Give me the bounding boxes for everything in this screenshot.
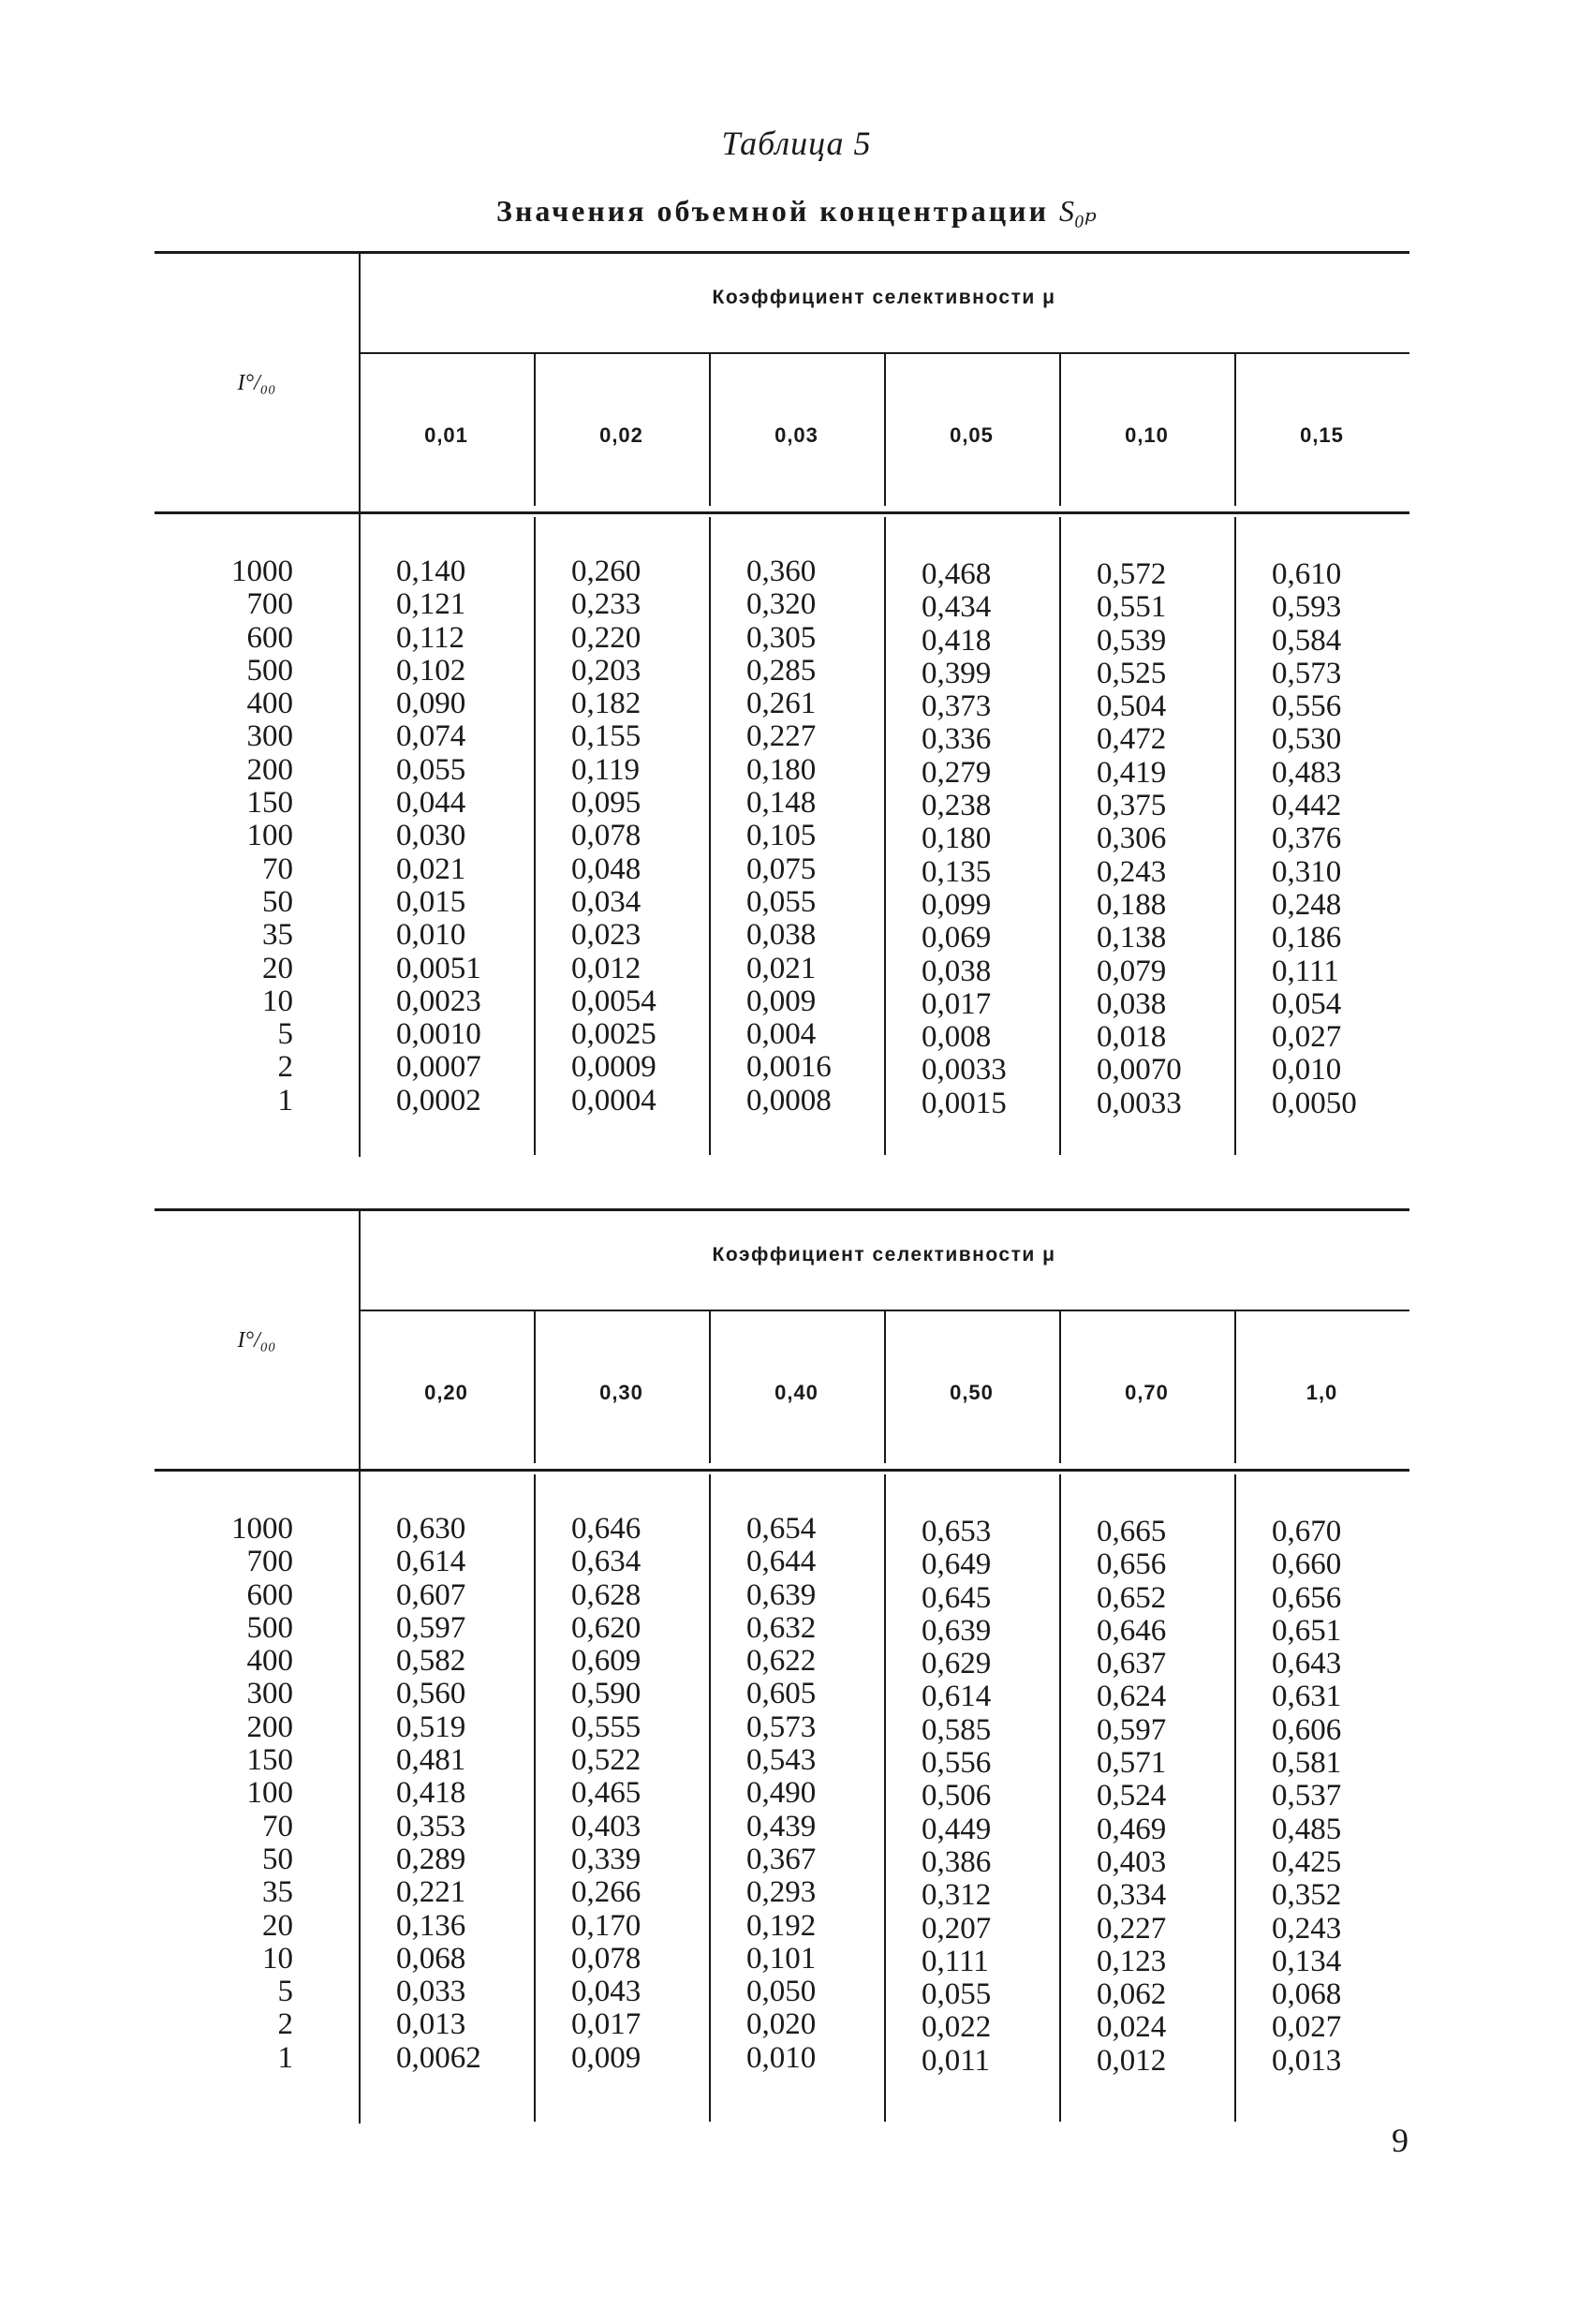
table-cell: 0,504 bbox=[1097, 689, 1167, 724]
table-cell: 0,034 bbox=[571, 884, 642, 919]
column-body-separator bbox=[1059, 1474, 1061, 2122]
table-cell: 0,289 bbox=[396, 1842, 466, 1876]
table-cell: 0,186 bbox=[1272, 921, 1342, 955]
column-body-separator bbox=[534, 1474, 536, 2122]
table-cell: 0,320 bbox=[746, 587, 817, 622]
table-cell: 0,248 bbox=[1272, 887, 1342, 922]
column-header: 0,70 bbox=[1125, 1381, 1169, 1404]
column-body-separator bbox=[709, 1474, 711, 2122]
table-cell: 0,590 bbox=[571, 1677, 642, 1711]
table-cell: 0,352 bbox=[1272, 1878, 1342, 1913]
table-cell: 0,336 bbox=[922, 722, 992, 757]
table-cell: 0,010 bbox=[746, 2040, 817, 2075]
table-cell: 0,010 bbox=[396, 918, 466, 953]
table-cell: 0,506 bbox=[922, 1779, 992, 1813]
table-cell: 0,537 bbox=[1272, 1779, 1342, 1813]
table-cell: 0,102 bbox=[396, 653, 466, 688]
table-cell: 0,593 bbox=[1272, 590, 1342, 625]
table-cell: 0,017 bbox=[922, 986, 992, 1021]
table-cell: 0,442 bbox=[1272, 789, 1342, 823]
row-label: 70 bbox=[262, 1809, 293, 1843]
table-cell: 0,645 bbox=[922, 1580, 992, 1615]
table-number: Таблица 5 bbox=[721, 125, 872, 162]
row-label: 1 bbox=[277, 1083, 293, 1118]
table-cell: 0,654 bbox=[746, 1512, 817, 1546]
table-cell: 0,009 bbox=[571, 2040, 642, 2075]
table-cell: 0,634 bbox=[571, 1545, 642, 1579]
table-cell: 0,021 bbox=[746, 951, 817, 985]
row-header-label: I°/₀₀ bbox=[237, 1328, 276, 1353]
row-label: 200 bbox=[246, 1710, 293, 1744]
table-cell: 0,033 bbox=[396, 1975, 466, 2009]
column-header: 0,40 bbox=[774, 1381, 819, 1404]
table-cell: 0,439 bbox=[746, 1809, 817, 1843]
table-cell: 0,630 bbox=[396, 1512, 466, 1546]
table-cell: 0,055 bbox=[396, 752, 466, 787]
table-cell: 0,425 bbox=[1272, 1844, 1342, 1879]
table-cell: 0,639 bbox=[746, 1577, 817, 1612]
table-cell: 0,121 bbox=[396, 587, 466, 622]
table-cell: 0,078 bbox=[571, 1941, 642, 1976]
table-cell: 0,207 bbox=[922, 1911, 992, 1946]
table-cell: 0,079 bbox=[1097, 954, 1167, 988]
table-cell: 0,610 bbox=[1272, 557, 1342, 591]
table-cell: 0,015 bbox=[396, 884, 466, 919]
table-cell: 0,305 bbox=[746, 620, 817, 655]
table-cell: 0,334 bbox=[1097, 1878, 1167, 1913]
table-cell: 0,556 bbox=[922, 1746, 992, 1781]
table-cell: 0,027 bbox=[1272, 2010, 1342, 2045]
column-header: 0,05 bbox=[950, 423, 994, 447]
row-label: 700 bbox=[246, 587, 293, 622]
table-cell: 0,525 bbox=[1097, 656, 1167, 690]
table-cell: 0,095 bbox=[571, 786, 642, 821]
row-label: 100 bbox=[246, 1776, 293, 1811]
row-label: 400 bbox=[246, 1644, 293, 1679]
table-cell: 0,293 bbox=[746, 1875, 817, 1910]
table-cell: 0,134 bbox=[1272, 1944, 1342, 1978]
column-body-separator bbox=[884, 1474, 886, 2122]
value-column bbox=[1097, 1516, 1231, 2078]
value-column bbox=[922, 1516, 1055, 2078]
table-cell: 0,182 bbox=[571, 687, 642, 721]
value-column bbox=[1272, 558, 1406, 1120]
table-cell: 0,017 bbox=[571, 2007, 642, 2042]
table-cell: 0,138 bbox=[1097, 921, 1167, 955]
table-cell: 0,069 bbox=[922, 921, 992, 955]
table-cell: 0,490 bbox=[746, 1776, 817, 1811]
table-cell: 0,062 bbox=[1097, 1977, 1167, 2012]
table-cell: 0,556 bbox=[1272, 689, 1342, 724]
table-cell: 0,009 bbox=[746, 984, 817, 1018]
row-label: 35 bbox=[262, 918, 293, 953]
table-cell: 0,013 bbox=[1272, 2043, 1342, 2078]
table-cell: 0,054 bbox=[1272, 986, 1342, 1021]
table-cell: 0,004 bbox=[746, 1017, 817, 1052]
table-cell: 0,078 bbox=[571, 819, 642, 853]
table-cell: 0,243 bbox=[1097, 854, 1167, 889]
table-cell: 0,012 bbox=[1097, 2043, 1167, 2078]
selectivity-coefficient-header: Коэффициент селективности μ bbox=[712, 287, 1056, 308]
table-cell: 0,386 bbox=[922, 1844, 992, 1879]
table-cell: 0,038 bbox=[1097, 986, 1167, 1021]
table-cell: 0,519 bbox=[396, 1710, 466, 1744]
table-cell: 0,624 bbox=[1097, 1680, 1167, 1714]
table-cell: 0,560 bbox=[396, 1677, 466, 1711]
table-cell: 0,524 bbox=[1097, 1779, 1167, 1813]
table-cell: 0,140 bbox=[396, 555, 466, 588]
table-cell: 0,0007 bbox=[396, 1050, 481, 1085]
table-cell: 0,013 bbox=[396, 2007, 466, 2042]
table-cell: 0,135 bbox=[922, 854, 992, 889]
table-cell: 0,339 bbox=[571, 1842, 642, 1876]
table-cell: 0,597 bbox=[396, 1610, 466, 1645]
table-cell: 0,261 bbox=[746, 687, 817, 721]
table-cell: 0,018 bbox=[1097, 1020, 1167, 1055]
row-label: 10 bbox=[262, 1941, 293, 1976]
table-cell: 0,614 bbox=[396, 1545, 466, 1579]
table-cell: 0,0009 bbox=[571, 1050, 656, 1085]
table-cell: 0,419 bbox=[1097, 755, 1167, 790]
table-cell: 0,112 bbox=[396, 620, 465, 655]
table-cell: 0,582 bbox=[396, 1644, 466, 1679]
table-cell: 0,551 bbox=[1097, 590, 1167, 625]
table-cell: 0,539 bbox=[1097, 623, 1167, 658]
table-cell: 0,628 bbox=[571, 1577, 642, 1612]
table-cell: 0,180 bbox=[746, 752, 817, 787]
table-cell: 0,0008 bbox=[746, 1083, 832, 1118]
row-label: 70 bbox=[262, 851, 293, 886]
row-label: 500 bbox=[246, 1610, 293, 1645]
table-cell: 0,243 bbox=[1272, 1911, 1342, 1946]
table-cell: 0,203 bbox=[571, 653, 642, 688]
table-cell: 0,649 bbox=[922, 1547, 992, 1582]
table-cell: 0,373 bbox=[922, 689, 992, 724]
table-cell: 0,192 bbox=[746, 1908, 817, 1943]
table-cell: 0,170 bbox=[571, 1908, 642, 1943]
column-header: 0,03 bbox=[774, 423, 819, 447]
table-cell: 0,581 bbox=[1272, 1746, 1342, 1781]
table-cell: 0,646 bbox=[571, 1512, 642, 1546]
table-cell: 0,472 bbox=[1097, 722, 1167, 757]
table-cell: 0,418 bbox=[396, 1776, 466, 1811]
column-body-separator bbox=[884, 517, 886, 1155]
table-top-rule bbox=[155, 251, 1409, 254]
row-label: 600 bbox=[246, 620, 293, 655]
table-cell: 0,653 bbox=[922, 1515, 992, 1548]
table-top-rule bbox=[155, 1208, 1409, 1211]
header-bottom-rule bbox=[155, 1469, 1409, 1472]
table-cell: 0,0002 bbox=[396, 1083, 481, 1118]
row-label: 700 bbox=[246, 1545, 293, 1579]
table-cell: 0,285 bbox=[746, 653, 817, 688]
row-label: 2 bbox=[277, 1050, 293, 1085]
row-header-separator bbox=[359, 253, 361, 1157]
value-column bbox=[571, 555, 705, 1118]
table-cell: 0,260 bbox=[571, 555, 642, 588]
table-cell: 0,643 bbox=[1272, 1647, 1342, 1681]
table-cell: 0,266 bbox=[571, 1875, 642, 1910]
table-cell: 0,0070 bbox=[1097, 1053, 1182, 1088]
table-cell: 0,123 bbox=[1097, 1944, 1167, 1978]
column-header: 0,50 bbox=[950, 1381, 994, 1404]
table-cell: 0,530 bbox=[1272, 722, 1342, 757]
table-cell: 0,573 bbox=[746, 1710, 817, 1744]
table-cell: 0,238 bbox=[922, 789, 992, 823]
table-cell: 0,469 bbox=[1097, 1812, 1167, 1846]
table-cell: 0,020 bbox=[746, 2007, 817, 2042]
table-cell: 0,279 bbox=[922, 755, 992, 790]
table-cell: 0,312 bbox=[922, 1878, 992, 1913]
table-cell: 0,639 bbox=[922, 1613, 992, 1648]
value-column bbox=[1097, 558, 1231, 1120]
row-label: 300 bbox=[246, 1677, 293, 1711]
table-cell: 0,605 bbox=[746, 1677, 817, 1711]
table-cell: 0,660 bbox=[1272, 1547, 1342, 1582]
table-cell: 0,043 bbox=[571, 1975, 642, 2009]
table-cell: 0,012 bbox=[571, 951, 642, 985]
table-cell: 0,055 bbox=[922, 1977, 992, 2012]
table-cell: 0,030 bbox=[396, 819, 466, 853]
table-cell: 0,571 bbox=[1097, 1746, 1167, 1781]
column-body-separator bbox=[1234, 1474, 1236, 2122]
row-label: 20 bbox=[262, 951, 293, 985]
table-cell: 0,119 bbox=[571, 752, 641, 787]
table-cell: 0,376 bbox=[1272, 822, 1342, 856]
table-cell: 0,105 bbox=[746, 819, 817, 853]
table-cell: 0,188 bbox=[1097, 887, 1167, 922]
table-cell: 0,555 bbox=[571, 1710, 642, 1744]
concentration-table-part-1 bbox=[155, 251, 1409, 1155]
table-cell: 0,044 bbox=[396, 786, 466, 821]
table-cell: 0,607 bbox=[396, 1577, 466, 1612]
row-label: 35 bbox=[262, 1875, 293, 1910]
row-label: 500 bbox=[246, 653, 293, 688]
table-cell: 0,606 bbox=[1272, 1712, 1342, 1747]
table-cell: 0,646 bbox=[1097, 1613, 1167, 1648]
table-cell: 0,111 bbox=[922, 1944, 989, 1978]
table-cell: 0,483 bbox=[1272, 755, 1342, 790]
table-cell: 0,048 bbox=[571, 851, 642, 886]
table-cell: 0,485 bbox=[1272, 1812, 1342, 1846]
table-cell: 0,585 bbox=[922, 1712, 992, 1747]
table-cell: 0,0010 bbox=[396, 1017, 481, 1052]
table-cell: 0,403 bbox=[1097, 1844, 1167, 1879]
table-cell: 0,632 bbox=[746, 1610, 817, 1645]
table-cell: 0,434 bbox=[922, 590, 992, 625]
table-cell: 0,637 bbox=[1097, 1647, 1167, 1681]
row-header-label: I°/₀₀ bbox=[237, 371, 276, 395]
table-cell: 0,449 bbox=[922, 1812, 992, 1846]
concentration-table-part-2 bbox=[155, 1208, 1409, 2122]
table-cell: 0,360 bbox=[746, 555, 817, 588]
row-labels bbox=[155, 555, 293, 1118]
table-cell: 0,644 bbox=[746, 1545, 817, 1579]
table-cell: 0,620 bbox=[571, 1610, 642, 1645]
table-cell: 0,055 bbox=[746, 884, 817, 919]
row-label: 2 bbox=[277, 2007, 293, 2042]
table-cell: 0,022 bbox=[922, 2010, 992, 2045]
table-cell: 0,0051 bbox=[396, 951, 481, 985]
column-header: 0,10 bbox=[1125, 423, 1169, 447]
concentration-symbol: S₀ₚ bbox=[1059, 194, 1097, 228]
table-cell: 0,665 bbox=[1097, 1515, 1167, 1548]
value-column bbox=[746, 555, 880, 1118]
table-cell: 0,227 bbox=[746, 719, 817, 754]
table-cell: 0,099 bbox=[922, 887, 992, 922]
column-body-separator bbox=[1234, 517, 1236, 1155]
column-header: 0,01 bbox=[424, 423, 468, 447]
row-label: 150 bbox=[246, 786, 293, 821]
table-cell: 0,090 bbox=[396, 687, 466, 721]
table-cell: 0,631 bbox=[1272, 1680, 1342, 1714]
page-number: 9 bbox=[1392, 2122, 1409, 2159]
table-cell: 0,101 bbox=[746, 1941, 817, 1976]
table-cell: 0,614 bbox=[922, 1680, 992, 1714]
column-header: 0,02 bbox=[599, 423, 643, 447]
table-cell: 0,573 bbox=[1272, 656, 1342, 690]
table-cell: 0,011 bbox=[922, 2043, 991, 2078]
table-cell: 0,306 bbox=[1097, 822, 1167, 856]
row-label: 1000 bbox=[231, 1512, 293, 1546]
table-cell: 0,155 bbox=[571, 719, 642, 754]
table-cell: 0,622 bbox=[746, 1644, 817, 1679]
table-cell: 0,652 bbox=[1097, 1580, 1167, 1615]
table-cell: 0,227 bbox=[1097, 1911, 1167, 1946]
table-cell: 0,353 bbox=[396, 1809, 466, 1843]
column-header: 0,30 bbox=[599, 1381, 643, 1404]
table-cell: 0,024 bbox=[1097, 2010, 1167, 2045]
row-label: 50 bbox=[262, 1842, 293, 1876]
table-cell: 0,0015 bbox=[922, 1086, 1007, 1120]
table-cell: 0,021 bbox=[396, 851, 466, 886]
column-header: 0,20 bbox=[424, 1381, 468, 1404]
table-cell: 0,023 bbox=[571, 918, 642, 953]
column-body-separator bbox=[709, 517, 711, 1155]
value-column bbox=[1272, 1516, 1406, 2078]
column-header: 0,15 bbox=[1300, 423, 1344, 447]
table-cell: 0,0054 bbox=[571, 984, 656, 1018]
row-label: 1000 bbox=[231, 555, 293, 588]
table-cell: 0,584 bbox=[1272, 623, 1342, 658]
row-header-separator bbox=[359, 1210, 361, 2124]
row-label: 300 bbox=[246, 719, 293, 754]
row-label: 5 bbox=[277, 1017, 293, 1052]
row-label: 1 bbox=[277, 2040, 293, 2075]
table-cell: 0,670 bbox=[1272, 1515, 1342, 1548]
table-cell: 0,656 bbox=[1097, 1547, 1167, 1582]
value-column bbox=[922, 558, 1055, 1120]
table-cell: 0,050 bbox=[746, 1975, 817, 2009]
table-cell: 0,0062 bbox=[396, 2040, 481, 2075]
column-body-separator bbox=[1059, 517, 1061, 1155]
row-label: 100 bbox=[246, 819, 293, 853]
table-cell: 0,572 bbox=[1097, 557, 1167, 591]
row-label: 600 bbox=[246, 1577, 293, 1612]
table-cell: 0,0004 bbox=[571, 1083, 656, 1118]
table-cell: 0,008 bbox=[922, 1020, 992, 1055]
table-cell: 0,403 bbox=[571, 1809, 642, 1843]
header-bottom-rule bbox=[155, 511, 1409, 514]
value-column bbox=[746, 1513, 880, 2075]
row-label: 200 bbox=[246, 752, 293, 787]
table-cell: 0,075 bbox=[746, 851, 817, 886]
table-cell: 0,629 bbox=[922, 1647, 992, 1681]
table-cell: 0,468 bbox=[922, 557, 992, 591]
table-cell: 0,074 bbox=[396, 719, 466, 754]
row-label: 50 bbox=[262, 884, 293, 919]
table-cell: 0,465 bbox=[571, 1776, 642, 1811]
table-cell: 0,111 bbox=[1272, 954, 1339, 988]
table-cell: 0,010 bbox=[1272, 1053, 1342, 1088]
table-cell: 0,148 bbox=[746, 786, 817, 821]
table-cell: 0,522 bbox=[571, 1743, 642, 1778]
table-cell: 0,233 bbox=[571, 587, 642, 622]
row-labels bbox=[155, 1513, 293, 2075]
value-column bbox=[571, 1513, 705, 2075]
value-column bbox=[396, 1513, 530, 2075]
table-cell: 0,399 bbox=[922, 656, 992, 690]
column-header: 1,0 bbox=[1305, 1381, 1338, 1404]
column-body-separator bbox=[534, 517, 536, 1155]
table-cell: 0,656 bbox=[1272, 1580, 1342, 1615]
table-cell: 0,221 bbox=[396, 1875, 466, 1910]
value-column bbox=[396, 555, 530, 1118]
table-cell: 0,027 bbox=[1272, 1020, 1342, 1055]
table-cell: 0,0016 bbox=[746, 1050, 832, 1085]
table-cell: 0,0023 bbox=[396, 984, 481, 1018]
row-label: 20 bbox=[262, 1908, 293, 1943]
row-label: 150 bbox=[246, 1743, 293, 1778]
table-cell: 0,0050 bbox=[1272, 1086, 1357, 1120]
table-cell: 0,038 bbox=[922, 954, 992, 988]
table-cell: 0,0033 bbox=[922, 1053, 1007, 1088]
row-label: 10 bbox=[262, 984, 293, 1018]
table-cell: 0,068 bbox=[396, 1941, 466, 1976]
table-cell: 0,220 bbox=[571, 620, 642, 655]
table-cell: 0,136 bbox=[396, 1908, 466, 1943]
table-cell: 0,038 bbox=[746, 918, 817, 953]
row-label: 5 bbox=[277, 1975, 293, 2009]
table-cell: 0,0033 bbox=[1097, 1086, 1182, 1120]
table-cell: 0,375 bbox=[1097, 789, 1167, 823]
table-cell: 0,609 bbox=[571, 1644, 642, 1679]
table-title-text: Значения объемной концентрации bbox=[496, 194, 1050, 228]
table-title bbox=[0, 193, 1593, 229]
table-cell: 0,310 bbox=[1272, 854, 1342, 889]
table-cell: 0,597 bbox=[1097, 1712, 1167, 1747]
selectivity-coefficient-header: Коэффициент селективности μ bbox=[712, 1244, 1056, 1266]
table-cell: 0,180 bbox=[922, 822, 992, 856]
table-cell: 0,481 bbox=[396, 1743, 466, 1778]
table-cell: 0,367 bbox=[746, 1842, 817, 1876]
table-cell: 0,651 bbox=[1272, 1613, 1342, 1648]
table-cell: 0,0025 bbox=[571, 1017, 656, 1052]
table-cell: 0,068 bbox=[1272, 1977, 1342, 2012]
table-cell: 0,543 bbox=[746, 1743, 817, 1778]
table-cell: 0,418 bbox=[922, 623, 992, 658]
row-label: 400 bbox=[246, 687, 293, 721]
